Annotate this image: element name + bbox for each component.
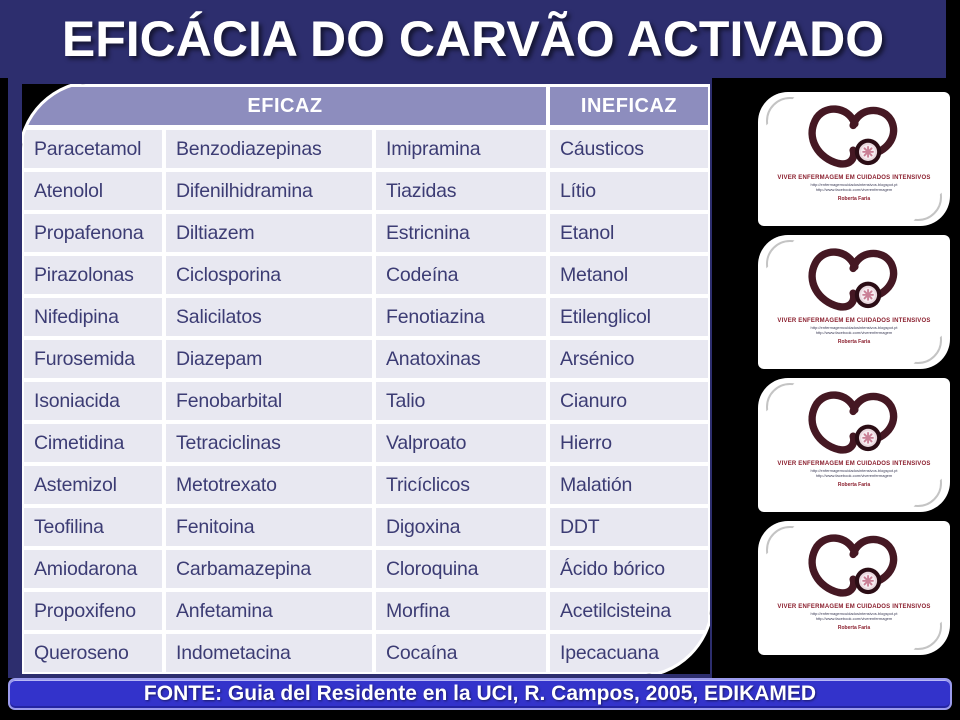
table-cell: Astemizol	[24, 466, 162, 504]
logo-url-facebook: http://www.facebook.com/viverenfermagem	[815, 473, 893, 479]
title-band	[0, 0, 946, 78]
table-cell: Cocaína	[376, 634, 546, 672]
table-cell: Propafenona	[24, 214, 162, 252]
table-cell: Indometacina	[166, 634, 372, 672]
logo-author: Roberta Faria	[837, 338, 871, 345]
source-text: FONTE: Guia del Residente en la UCI, R. Campos, 2005, EDIKAMED	[143, 682, 817, 705]
table-cell: Atenolol	[24, 172, 162, 210]
logo-card	[758, 235, 950, 369]
table-cell: Carbamazepina	[166, 550, 372, 588]
table-cell: Queroseno	[24, 634, 162, 672]
table-cell: Furosemida	[24, 340, 162, 378]
table-cell: Morfina	[376, 592, 546, 630]
logo-card	[758, 378, 950, 512]
table-header-row	[24, 87, 708, 125]
table-cell: Tricíclicos	[376, 466, 546, 504]
logo-url-facebook: http://www.facebook.com/viverenfermagem	[815, 330, 893, 336]
table-cell: Malatión	[550, 466, 708, 504]
table-cell: Diltiazem	[166, 214, 372, 252]
table-body	[24, 130, 708, 672]
table-cell: Fenitoina	[166, 508, 372, 546]
table-cell: Pirazolonas	[24, 256, 162, 294]
heart-stethoscope-logo	[795, 385, 913, 461]
logo-url-blog: http://enfermagemcuidadosintensivos.blogspot.pt	[810, 468, 898, 474]
table-cell: Cimetidina	[24, 424, 162, 462]
table-cell: Acetilcisteina	[550, 592, 708, 630]
source-bar	[8, 678, 952, 710]
table-panel	[22, 84, 710, 674]
column-header-ineficaz: INEFICAZ	[550, 87, 708, 125]
table-cell: Metotrexato	[166, 466, 372, 504]
table-cell: Propoxifeno	[24, 592, 162, 630]
logo-url-facebook: http://www.facebook.com/viverenfermagem	[815, 616, 893, 622]
table-cell: Ipecacuana	[550, 634, 708, 672]
logo-author: Roberta Faria	[837, 481, 871, 488]
table-cell: Arsénico	[550, 340, 708, 378]
logo-author: Roberta Faria	[837, 624, 871, 631]
logo-caption: VIVER ENFERMAGEM EM CUIDADOS INTENSIVOS	[777, 461, 931, 467]
table-cell: Diazepam	[166, 340, 372, 378]
table-cell: Etanol	[550, 214, 708, 252]
table-cell: Paracetamol	[24, 130, 162, 168]
logo-author: Roberta Faria	[837, 195, 871, 202]
table-cell: Imipramina	[376, 130, 546, 168]
heart-stethoscope-logo	[795, 99, 913, 175]
table-cell: Benzodiazepinas	[166, 130, 372, 168]
table-cell: Anfetamina	[166, 592, 372, 630]
table-cell: Tetraciclinas	[166, 424, 372, 462]
logo-url-blog: http://enfermagemcuidadosintensivos.blogspot.pt	[810, 325, 898, 331]
heart-stethoscope-logo	[795, 242, 913, 318]
table-cell: Lítio	[550, 172, 708, 210]
logo-url-blog: http://enfermagemcuidadosintensivos.blogspot.pt	[810, 182, 898, 188]
column-header-eficaz: EFICAZ	[24, 87, 546, 125]
logo-card	[758, 521, 950, 655]
table-cell: Ácido bórico	[550, 550, 708, 588]
table-cell: Nifedipina	[24, 298, 162, 336]
table-cell: Tiazidas	[376, 172, 546, 210]
table-cell: Valproato	[376, 424, 546, 462]
table-cell: Amiodarona	[24, 550, 162, 588]
efficacy-table	[22, 84, 710, 674]
table-cell: Salicilatos	[166, 298, 372, 336]
page-title: EFICÁCIA DO CARVÃO ACTIVADO	[61, 11, 885, 67]
table-cell: Isoniacida	[24, 382, 162, 420]
table-cell: Talio	[376, 382, 546, 420]
table-cell: Fenobarbital	[166, 382, 372, 420]
logo-caption: VIVER ENFERMAGEM EM CUIDADOS INTENSIVOS	[777, 604, 931, 610]
logo-url-facebook: http://www.facebook.com/viverenfermagem	[815, 187, 893, 193]
logo-card	[758, 92, 950, 226]
heart-stethoscope-logo	[795, 528, 913, 604]
logo-caption: VIVER ENFERMAGEM EM CUIDADOS INTENSIVOS	[777, 175, 931, 181]
table-cell: Metanol	[550, 256, 708, 294]
table-cell: Etilenglicol	[550, 298, 708, 336]
table-cell: Digoxina	[376, 508, 546, 546]
table-cell: Teofilina	[24, 508, 162, 546]
logo-url-blog: http://enfermagemcuidadosintensivos.blogspot.pt	[810, 611, 898, 617]
table-cell: Anatoxinas	[376, 340, 546, 378]
table-cell: Cloroquina	[376, 550, 546, 588]
table-cell: Codeína	[376, 256, 546, 294]
table-cell: Estricnina	[376, 214, 546, 252]
table-cell: Cianuro	[550, 382, 708, 420]
table-cell: DDT	[550, 508, 708, 546]
logo-rail	[758, 92, 950, 664]
table-cell: Ciclosporina	[166, 256, 372, 294]
table-cell: Fenotiazina	[376, 298, 546, 336]
logo-caption: VIVER ENFERMAGEM EM CUIDADOS INTENSIVOS	[777, 318, 931, 324]
table-cell: Cáusticos	[550, 130, 708, 168]
table-cell: Hierro	[550, 424, 708, 462]
table-cell: Difenilhidramina	[166, 172, 372, 210]
